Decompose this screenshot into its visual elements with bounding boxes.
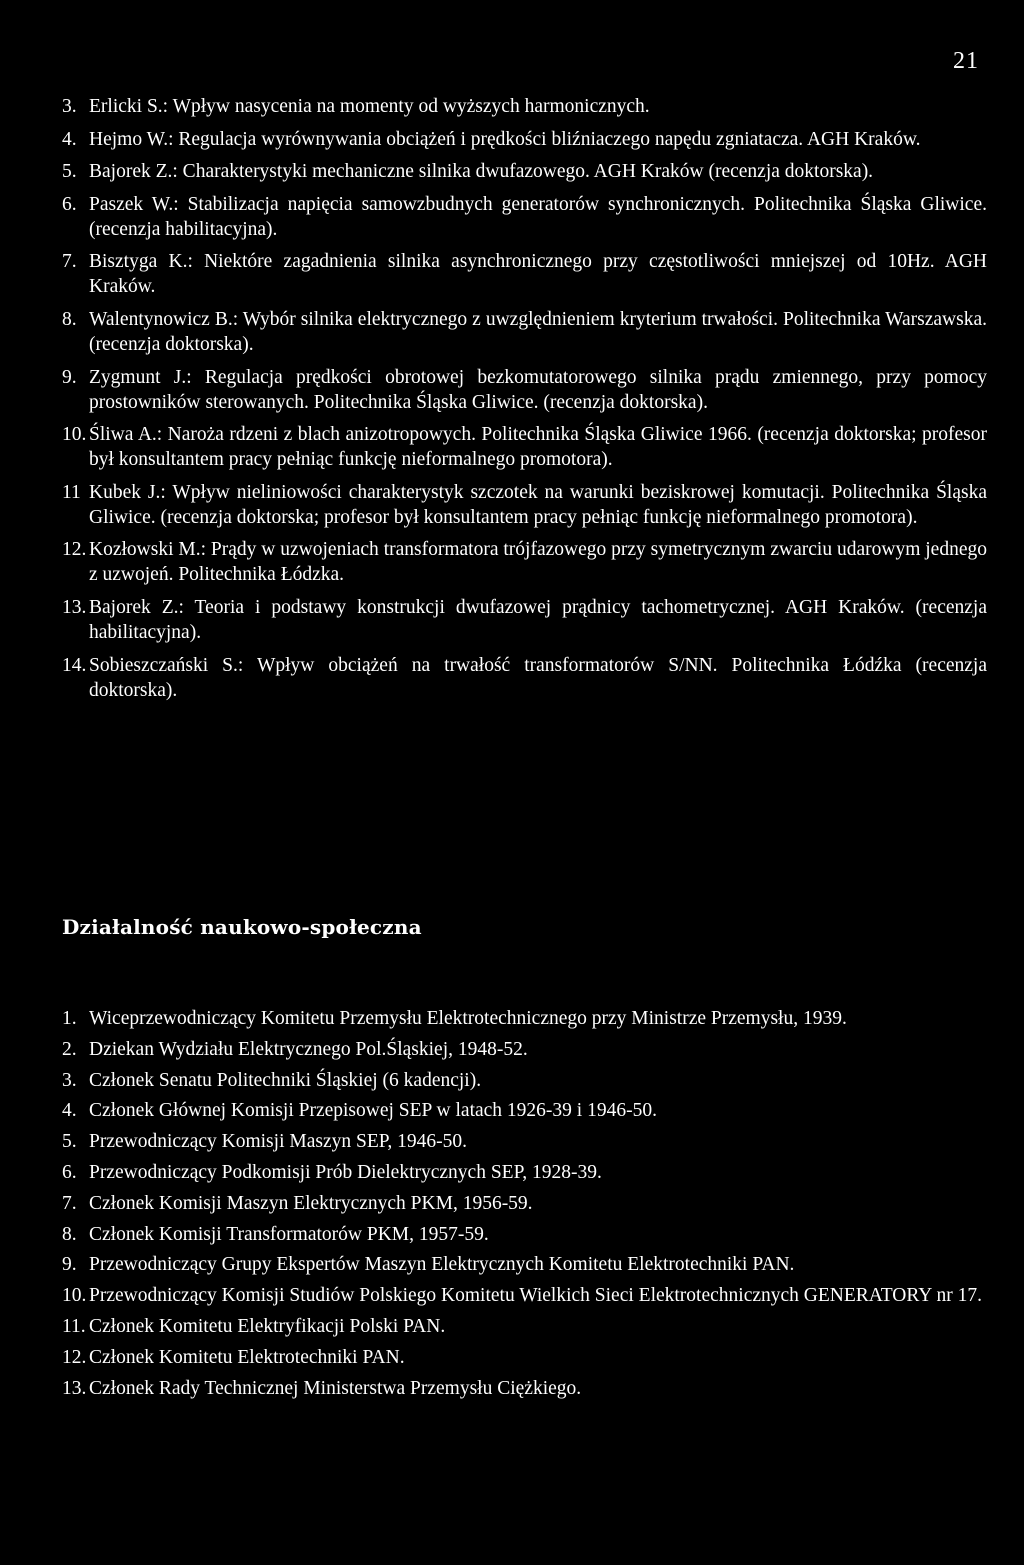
item-number: 11	[62, 481, 81, 503]
item-text: Paszek W.: Stabilizacja napięcia samowzbudnych generatorów synchronicznych. Politechnika Śląska Gliwice. (recenzja habilitacyjna).	[89, 193, 987, 240]
item-text: Hejmo W.: Regulacja wyrównywania obciążeń i prędkości bliźniaczego napędu zgniatacza. AGH Kraków.	[89, 128, 921, 150]
item-number: 10.	[62, 1285, 87, 1307]
item-text: Członek Komisji Maszyn Elektrycznych PKM, 1956-59.	[89, 1192, 533, 1214]
item-number: 9.	[62, 366, 77, 388]
list-item	[62, 1006, 987, 1031]
item-number: 2.	[62, 1038, 77, 1060]
item-text: Wiceprzewodniczący Komitetu Przemysłu Elektrotechnicznego przy Ministrze Przemysłu, 1939.	[89, 1008, 847, 1029]
list-item	[62, 159, 987, 184]
item-number: 6.	[62, 193, 77, 215]
list-item	[62, 1314, 987, 1339]
item-number: 5.	[62, 1131, 77, 1153]
item-number: 6.	[62, 1161, 77, 1183]
list-item	[62, 249, 987, 299]
item-number: 7.	[62, 251, 77, 273]
item-number: 7.	[62, 1192, 77, 1214]
item-text: Przewodniczący Komisji Maszyn SEP, 1946-50.	[89, 1131, 468, 1153]
item-number: 11.	[62, 1315, 86, 1337]
item-text: Bajorek Z.: Charakterystyki mechaniczne silnika dwufazowego. AGH Kraków (recenzja doktorska).	[89, 161, 874, 183]
item-text: Zygmunt J.: Regulacja prędkości obrotowej bezkomutatorowego silnika prądu zmiennego, przy pomocy prostowników sterowanych. Politechnika Śląska Gliwice. (recenzja doktorska).	[89, 366, 987, 413]
item-text: Sobieszczański S.: Wpływ obciążeń na trwałość transformatorów S/NN. Politechnika Łódźka (recenzja doktorska).	[89, 654, 987, 701]
list-item	[62, 537, 987, 587]
list-item	[62, 1222, 987, 1247]
list-item	[62, 1191, 987, 1216]
item-number: 8.	[62, 308, 77, 330]
item-text: Erlicki S.: Wpływ nasycenia na momenty od wyższych harmonicznych.	[89, 96, 650, 117]
item-text: Członek Senatu Politechniki Śląskiej (6 kadencji).	[89, 1069, 482, 1091]
item-text: Bajorek Z.: Teoria i podstawy konstrukcji dwufazowej prądnicy tachometrycznej. AGH Kraków. (recenzja habilitacyjna).	[89, 596, 987, 643]
item-text: Kozłowski M.: Prądy w uzwojeniach transformatora trójfazowego przy symetrycznym zwarciu udarowym jednego z uzwojeń. Politechnika Łódzka.	[89, 539, 987, 586]
item-text: Bisztyga K.: Niektóre zagadnienia silnika asynchronicznego przy częstotliwości mniejszej od 10Hz. AGH Kraków.	[89, 251, 987, 298]
item-number: 4.	[62, 1100, 77, 1122]
list-item	[62, 1098, 987, 1123]
list-item	[62, 1129, 987, 1154]
item-text: Przewodniczący Podkomisji Prób Dielektrycznych SEP, 1928-39.	[89, 1161, 602, 1183]
item-number: 4.	[62, 128, 77, 150]
item-number: 3.	[62, 1069, 77, 1091]
reviews-list	[62, 94, 987, 710]
item-number: 13.	[62, 596, 87, 618]
item-number: 1.	[62, 1008, 77, 1029]
page-number: 21	[953, 48, 979, 74]
item-number: 14.	[62, 654, 87, 676]
list-item	[62, 1068, 987, 1093]
activities-list	[62, 1006, 987, 1406]
item-text: Przewodniczący Grupy Ekspertów Maszyn Elektrycznych Komitetu Elektrotechniki PAN.	[89, 1254, 795, 1276]
item-number: 3.	[62, 96, 77, 117]
item-text: Członek Komisji Transformatorów PKM, 1957-59.	[89, 1223, 489, 1245]
item-text: Przewodniczący Komisji Studiów Polskiego Komitetu Wielkich Sieci Elektrotechnicznych GENERATORY nr 17.	[89, 1285, 983, 1307]
list-item	[62, 94, 987, 119]
item-number: 8.	[62, 1223, 77, 1245]
item-number: 12.	[62, 1346, 87, 1368]
list-item	[62, 1376, 987, 1401]
item-text: Walentynowicz B.: Wybór silnika elektrycznego z uwzględnieniem kryterium trwałości. Politechnika Warszawska. (recenzja doktorska).	[89, 308, 987, 355]
item-text: Członek Komitetu Elektrotechniki PAN.	[89, 1346, 405, 1368]
item-number: 12.	[62, 539, 87, 561]
item-number: 13.	[62, 1377, 87, 1399]
list-item	[62, 595, 987, 645]
item-number: 10.	[62, 424, 87, 446]
list-item	[62, 480, 987, 530]
list-item	[62, 653, 987, 703]
item-text: Członek Komitetu Elektryfikacji Polski PAN.	[89, 1315, 446, 1337]
item-text: Członek Głównej Komisji Przepisowej SEP w latach 1926-39 i 1946-50.	[89, 1100, 657, 1122]
list-item	[62, 307, 987, 357]
list-item	[62, 192, 987, 242]
item-text: Śliwa A.: Naroża rdzeni z blach anizotropowych. Politechnika Śląska Gliwice 1966. (recenzja doktorska; profesor był konsultantem pracy pełniąc funkcję nieformalnego promotora).	[89, 424, 987, 471]
list-item	[62, 1283, 987, 1308]
list-item	[62, 1345, 987, 1370]
item-text: Kubek J.: Wpływ nieliniowości charakterystyk szczotek na warunki beziskrowej komutacji. Politechnika Śląska Gliwice. (recenzja doktorska; profesor był konsultantem pracy pełniąc funkcję nieformalnego promotora).	[89, 481, 987, 528]
list-item	[62, 422, 987, 472]
section-heading: Działalność naukowo-społeczna	[62, 915, 422, 939]
list-item	[62, 1160, 987, 1185]
list-item	[62, 127, 987, 152]
item-number: 9.	[62, 1254, 77, 1276]
item-number: 5.	[62, 161, 77, 183]
list-item	[62, 1037, 987, 1062]
list-item	[62, 365, 987, 415]
item-text: Dziekan Wydziału Elektrycznego Pol.Śląskiej, 1948-52.	[89, 1038, 528, 1060]
list-item	[62, 1252, 987, 1277]
item-text: Członek Rady Technicznej Ministerstwa Przemysłu Ciężkiego.	[89, 1377, 582, 1399]
